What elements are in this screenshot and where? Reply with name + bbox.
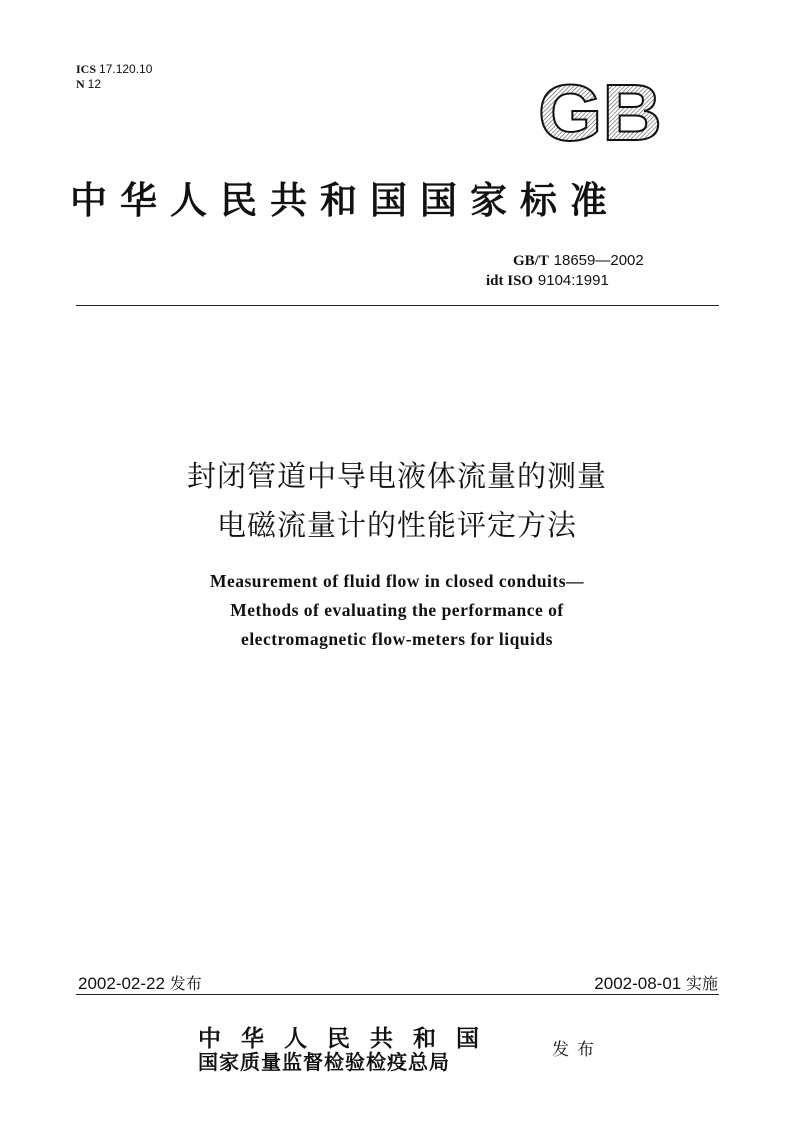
ccs-code [76, 77, 152, 92]
implementation-date [594, 971, 718, 994]
gb-logo [528, 72, 674, 148]
ics-value: 17.120.10 [99, 62, 153, 76]
publish-label: 发布 [552, 1040, 602, 1060]
gb-logo-text: GB [538, 72, 662, 148]
publisher-line-1: 中华人民共和国 [198, 1025, 499, 1052]
top-divider [76, 305, 719, 306]
standard-number-block [486, 251, 644, 291]
gb-standard-number [486, 251, 644, 271]
implementation-date-value: 2002-08-01 [594, 974, 682, 993]
org-title: 中华人民共和国国家标准 [70, 178, 620, 222]
implementation-label: 实施 [685, 974, 718, 993]
classification-codes [76, 62, 152, 92]
gb-number: 18659—2002 [553, 252, 644, 269]
ccs-label: N [76, 77, 85, 91]
iso-number: 9104:1991 [537, 272, 609, 289]
gb-label: GB/T [513, 253, 549, 269]
issue-date-value: 2002-02-22 [78, 974, 165, 993]
iso-standard-number [486, 271, 644, 291]
issue-date [78, 971, 202, 994]
bottom-divider [76, 994, 719, 995]
ics-code [76, 62, 152, 77]
iso-label: idt ISO [486, 273, 534, 289]
ics-label: ICS [76, 62, 97, 76]
publisher-line-2: 国家质量监督检验检疫总局 [198, 1050, 450, 1074]
english-title-line-2: Methods of evaluating the performance of [230, 600, 564, 620]
english-title-line-3: electromagnetic flow-meters for liquids [241, 629, 553, 649]
ccs-value: 12 [87, 77, 102, 91]
chinese-title-line-1: 封闭管道中导电液体流量的测量 [186, 459, 607, 493]
chinese-title-line-2: 电磁流量计的性能评定方法 [216, 508, 577, 542]
english-title-line-1: Measurement of fluid flow in closed conduits— [209, 571, 585, 591]
issue-label: 发布 [169, 974, 202, 993]
